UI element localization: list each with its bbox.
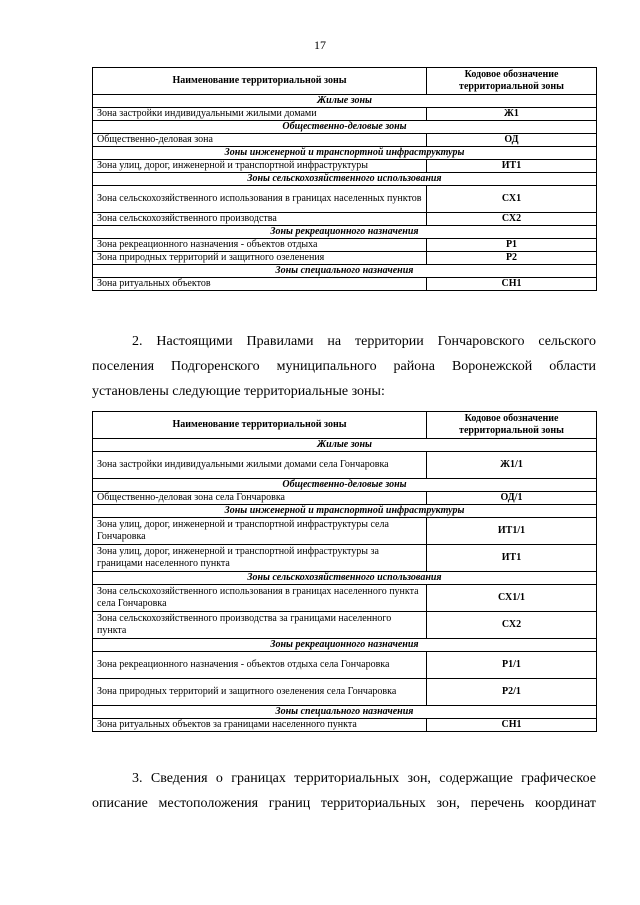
paragraph-3: [92, 766, 596, 816]
table-row: [93, 585, 597, 612]
table-body: [93, 95, 597, 291]
zone-group-title: Общественно-деловые зоны: [93, 121, 597, 134]
zone-group-title: Зоны специального назначения: [93, 706, 597, 719]
zone-name: Зона ритуальных объектов: [93, 278, 427, 291]
table-row: [93, 612, 597, 639]
zone-group-row: [93, 505, 597, 518]
zone-group-row: [93, 121, 597, 134]
zone-code: ИТ1: [427, 545, 597, 572]
zone-group-title: Зоны инженерной и транспортной инфраструктуры: [93, 505, 597, 518]
zone-name: Общественно-деловая зона: [93, 134, 427, 147]
zone-code: Р1/1: [427, 652, 597, 679]
zone-name: Зона природных территорий и защитного озеленения: [93, 252, 427, 265]
table-row: [93, 160, 597, 173]
table-row: [93, 518, 597, 545]
zone-group-title: Зоны рекреационного назначения: [93, 639, 597, 652]
table-row: [93, 452, 597, 479]
zone-code: СН1: [427, 719, 597, 732]
zone-code: Р1: [427, 239, 597, 252]
zone-group-title: Зоны инженерной и транспортной инфраструктуры: [93, 147, 597, 160]
zone-code: СН1: [427, 278, 597, 291]
zone-group-row: [93, 572, 597, 585]
page-number: 17: [314, 38, 326, 52]
paragraph-line: [92, 329, 596, 354]
zone-code: ИТ1: [427, 160, 597, 173]
zone-code: Р2/1: [427, 679, 597, 706]
zones-table-goncharovka: [92, 411, 597, 732]
paragraph-line-text: 2. Настоящими Правилами на территории Гончаровского сельского: [132, 334, 596, 349]
zone-code: ОД: [427, 134, 597, 147]
column-header-name: Наименование территориальной зоны: [93, 412, 427, 439]
zone-name: Зона сельскохозяйственного использования в границах населенного пункта села Гончаровка: [93, 585, 427, 612]
zone-group-row: [93, 706, 597, 719]
zone-name: Зона застройки индивидуальными жилыми домами: [93, 108, 427, 121]
table-row: [93, 108, 597, 121]
zone-code: ОД/1: [427, 492, 597, 505]
column-header-code: Кодовое обозначение территориальной зоны: [427, 412, 597, 439]
table-row: [93, 213, 597, 226]
zones-table-general: [92, 67, 597, 291]
paragraph-2: [92, 329, 596, 404]
zone-code: СХ2: [427, 612, 597, 639]
zone-name: Зона рекреационного назначения - объектов отдыха: [93, 239, 427, 252]
table-row: [93, 252, 597, 265]
zone-group-row: [93, 265, 597, 278]
table-header-row: [93, 412, 597, 439]
zone-group-title: Общественно-деловые зоны: [93, 479, 597, 492]
zone-code: СХ1/1: [427, 585, 597, 612]
zone-group-title: Жилые зоны: [93, 95, 597, 108]
column-header-code: Кодовое обозначение территориальной зоны: [427, 68, 597, 95]
zone-group-title: Зоны сельскохозяйственного использования: [93, 572, 597, 585]
paragraph-line: [92, 766, 596, 791]
table-header-row: [93, 68, 597, 95]
zone-code: ИТ1/1: [427, 518, 597, 545]
zone-name: Зона природных территорий и защитного озеленения села Гончаровка: [93, 679, 427, 706]
zone-group-row: [93, 147, 597, 160]
paragraph-line: описание местоположения границ территориальных зон, перечень координат: [92, 796, 596, 811]
table-row: [93, 239, 597, 252]
zone-name: Зона улиц, дорог, инженерной и транспортной инфраструктуры за границами населенного пункта: [93, 545, 427, 572]
paragraph-line: поселения Подгоренского муниципального района Воронежской области: [92, 359, 596, 374]
table-row: [93, 545, 597, 572]
paragraph-line: установлены следующие территориальные зоны:: [92, 384, 385, 399]
zone-name: Общественно-деловая зона села Гончаровка: [93, 492, 427, 505]
table-row: [93, 492, 597, 505]
zone-code: Р2: [427, 252, 597, 265]
zone-name: Зона сельскохозяйственного производства: [93, 213, 427, 226]
zone-name: Зона сельскохозяйственного производства за границами населенного пункта: [93, 612, 427, 639]
zone-group-title: Зоны сельскохозяйственного использования: [93, 173, 597, 186]
zone-group-row: [93, 479, 597, 492]
table-body: [93, 439, 597, 732]
zone-group-title: Зоны специального назначения: [93, 265, 597, 278]
zone-group-row: [93, 639, 597, 652]
zone-name: Зона улиц, дорог, инженерной и транспортной инфраструктуры: [93, 160, 427, 173]
zone-group-row: [93, 226, 597, 239]
table-row: [93, 679, 597, 706]
table-row: [93, 719, 597, 732]
zone-code: СХ1: [427, 186, 597, 213]
zone-name: Зона застройки индивидуальными жилыми домами села Гончаровка: [93, 452, 427, 479]
zone-name: Зона сельскохозяйственного использования в границах населенных пунктов: [93, 186, 427, 213]
column-header-name: Наименование территориальной зоны: [93, 68, 427, 95]
table-row: [93, 278, 597, 291]
zone-code: Ж1/1: [427, 452, 597, 479]
zone-group-title: Жилые зоны: [93, 439, 597, 452]
table-row: [93, 186, 597, 213]
paragraph-line-text: 3. Сведения о границах территориальных зон, содержащие графическое: [132, 771, 596, 786]
zone-group-row: [93, 439, 597, 452]
zone-group-row: [93, 173, 597, 186]
zone-code: СХ2: [427, 213, 597, 226]
table-row: [93, 652, 597, 679]
table-row: [93, 134, 597, 147]
zone-name: Зона ритуальных объектов за границами населенного пункта: [93, 719, 427, 732]
zone-code: Ж1: [427, 108, 597, 121]
zone-group-row: [93, 95, 597, 108]
zone-name: Зона улиц, дорог, инженерной и транспортной инфраструктуры села Гончаровка: [93, 518, 427, 545]
zone-group-title: Зоны рекреационного назначения: [93, 226, 597, 239]
zone-name: Зона рекреационного назначения - объектов отдыха села Гончаровка: [93, 652, 427, 679]
